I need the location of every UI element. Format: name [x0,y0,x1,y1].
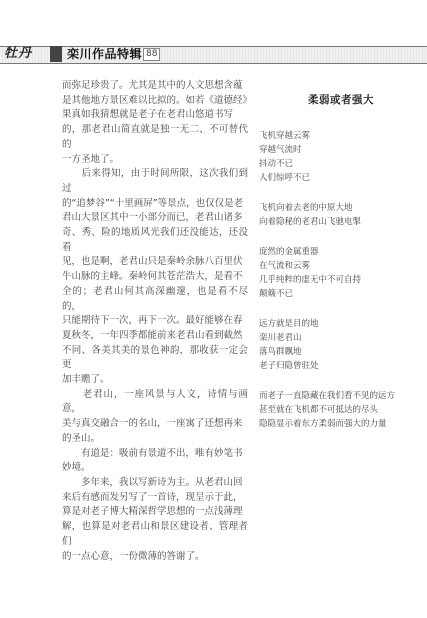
article-body [62,79,253,564]
brand-mark-block [50,46,62,62]
article-line: 算是对老子博大精深哲学思想的一点浅薄理 [62,506,243,518]
article-line: 有道是：吸前有景道不出，唯有妙笔书 [62,447,243,459]
poem-stanza [259,245,423,301]
poem-line: 甚至就在飞机都不可抵达的尽头 [259,405,379,415]
poem-line: 飞机向着去老的中原大地 [259,203,353,213]
poem-line: 颠簸不已 [259,289,294,299]
article-line: 牛山脉的主峰。秦岭何其苍茫浩大，是看不 [62,271,243,283]
poem-stanzas [259,129,423,431]
poem-line: 老子归隐曾驻处 [259,361,319,371]
article-line: 美与真交融合一的名山，一座寓了还想再来 [62,418,243,430]
article-line: 是其他地方景区难以比拟的。如若《道德经》 [62,94,253,106]
article-line: 奇、秀、险的地质风光我们还没能达，还没看 [62,227,248,253]
poem-line: 在气流和云雾 [259,261,311,271]
poem-stanza [259,201,423,229]
article-line: 解，也算是对老君山和景区建设者、管理者们 [62,521,248,547]
article-line: 加丰赡了。 [62,374,110,386]
article-line: 只能期待下一次，再下一次。最好能够在春 [62,315,243,327]
article-line: 来后有感而发另写了一首诗，现呈示于此， [62,491,243,503]
poem-line: 抖动不已 [259,159,294,169]
poem-line: 几乎纯粹的虚无中不可自持 [259,275,362,285]
poem-stanza [259,389,423,431]
poem-line: 落鸟群飘地 [259,347,302,357]
poem-line: 栾川老君山 [259,333,302,343]
article-line: 一方圣地了。 [62,153,120,165]
article-line: 妙境。 [62,462,91,474]
article-line: 的，那老君山简直就是独一无二、不可替代的 [62,124,248,150]
article-line: 的一点心意，一份微薄的答谢了。 [62,550,205,562]
article-line: 后来得知，由于时间所限，这次我们到过 [62,168,248,194]
poem [259,92,423,447]
article-line: 的圣山。 [62,432,101,444]
poem-line: 穿越气流时 [259,145,302,155]
poem-line: 远方就是目的地 [259,319,319,329]
page-header [0,0,427,72]
magazine-brand: 牡丹 [4,46,33,61]
poem-stanza [259,317,423,373]
poem-stanza [259,129,423,185]
article-line: 见，也是啊，老君山只是秦岭余脉八百里伏 [62,256,243,268]
section-title: 栾川作品特辑 [67,47,143,61]
article-line: 的“追梦谷”“十里画屏”等景点，也仅仅是老 [62,197,244,209]
poem-title: 柔弱或者强大 [308,94,374,106]
article-line: 多年来，我以写新诗为主。从老君山回 [62,476,243,488]
header-bar [0,46,427,64]
poem-line: 而老子一直隐藏在我们看不见的远方 [259,391,396,401]
poem-line: 隐隐显示着东方柔弱而强大的力量 [259,419,387,429]
article-line: 夏秋冬，一年四季都能前来老君山看到截然 [62,329,243,341]
article-line: 全的；老君山何其高深幽邃，也是看不尽的， [62,285,248,312]
poem-line: 向着隐秘的老君山飞驰电掣 [259,217,362,227]
article-line: 老君山，一座风景与人文，诗情与画意， [62,388,248,415]
article-line: 果真如我猜想就是老子在老君山悠道书写 [62,109,234,121]
article-line: 君山大景区其中一小部分而已，老君山诸多 [62,212,243,224]
poem-line: 庞然的金属重器 [259,247,319,257]
article-line: 而弥足珍贵了。尤其是其中的人文思想含蕴 [62,80,243,91]
poem-line: 人们惊呼不已 [259,173,311,183]
page-number: 88 [143,48,160,61]
poem-line: 飞机穿越云雾 [259,131,311,141]
article-line: 不同、各美其美的景色神韵，那收获一定会更 [62,344,248,371]
